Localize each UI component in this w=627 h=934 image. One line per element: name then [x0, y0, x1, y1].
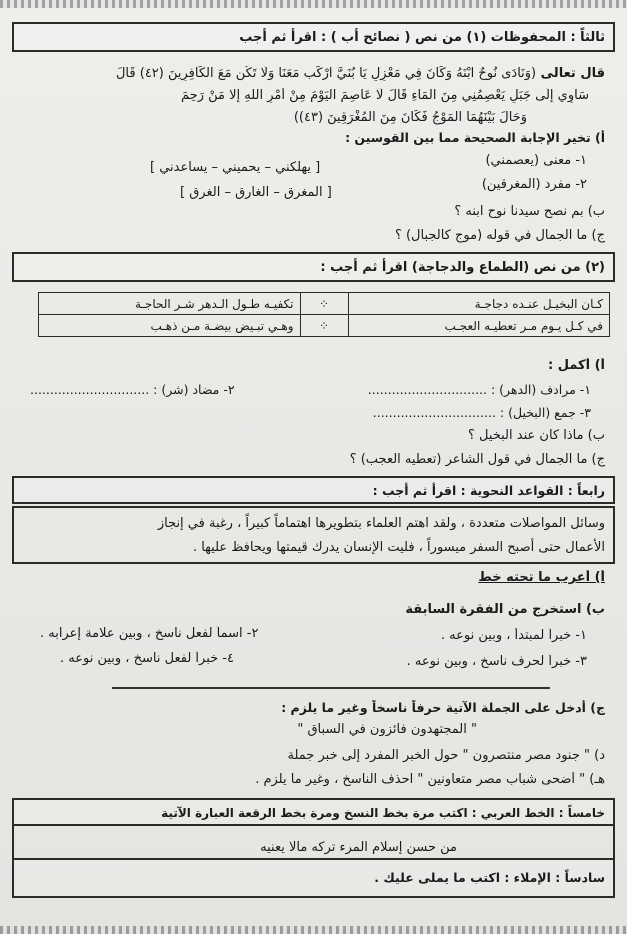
poem-row	[39, 293, 610, 315]
section4-q-e: هـ) " أضحى شباب مصر متعاونين " احذف الناسخ ، وغير ما يلزم .	[255, 772, 605, 787]
poem-right-half: كـان البخيـل عنـده دجاجـة	[348, 293, 609, 315]
poem-table	[38, 292, 610, 337]
passage-line-1: وسائل المواصلات متعددة ، ولقد اهتم العلماء بتطويرها اهتماماً كبيراً ، رغبة في إنجاز	[157, 516, 605, 531]
complete-item-2: ٢- مضاد (شر) : ..............................	[30, 382, 235, 397]
extract-item-3: ٣- خبراً لحرف ناسخ ، وبين نوعه .	[406, 654, 587, 669]
q-a-item-1-options: [ يهلكني – يحميني – يساعدني ]	[150, 160, 321, 175]
poem-separator: ⁘	[300, 293, 348, 315]
grammar-passage-box	[12, 506, 615, 564]
page-top-edge	[0, 0, 627, 8]
complete-item-3: ٣- جمع (البخيل) : ...............................	[372, 405, 591, 420]
section4-q-c: ج) أدخل على الجملة الآتية حرفاً ناسخاً وغير ما يلزم :	[281, 700, 605, 715]
section4-q-b: ب) استخرج من الفقرة السابقة	[405, 602, 605, 617]
page-bottom-edge	[0, 926, 627, 934]
q-a-item-2-label: ٢- مفرد (المغرقين)	[481, 177, 587, 192]
verse-line-1	[15, 66, 605, 81]
extract-item-1: ١- خبراً لمبتدأ ، وبين نوعه .	[440, 628, 587, 643]
poem-left-half: وهـي تبـيض بيضـة مـن ذهـب	[39, 315, 301, 337]
extract-item-4: ٤- خبراً لفعل ناسخ ، وبين نوعه .	[60, 651, 234, 666]
verse-text-1: (وَنَادَى نُوحٌ ابْنَهُ وَكَانَ فِي مَعْزِلٍ يَا بُنَيَّ ارْكَب مَعَنَا وَلَا تَكُن مَعَ الْكَافِرِينَ (٤٢) قَالَ	[115, 66, 537, 81]
section4-q-a: أ) أعرب ما تحته خط	[478, 570, 605, 585]
poem-table-wrap	[38, 292, 610, 337]
section3-part2-q-b: ب) ماذا كان عند البخيل ؟	[467, 428, 605, 443]
section4-header: رابعاً : القواعد النحوية : اقرأ ثم أجب :	[12, 476, 615, 504]
q-a-label: أ) تخير الإجابة الصحيحة مما بين القوسين :	[345, 130, 605, 145]
section3-q-c: ج) ما الجمال في قوله (موج كالجبال) ؟	[394, 228, 605, 243]
passage-line-2: الأعمال حتى أصبح السفر ميسوراً ، فليت الإنسان يدرك قيمتها ويحافظ عليها .	[192, 540, 605, 555]
section4-q-c-sentence: " المجتهدون فائزون في السباق "	[297, 722, 477, 737]
complete-item-1: ١- مرادف (الدهر) : ..............................	[367, 382, 591, 397]
calligraphy-phrase: من حسن إسلام المرء تركه مالا يعنيه	[260, 840, 457, 855]
section3-part2-header: (٢) من نص (الطماع والدجاجة) اقرأ ثم أجب :	[12, 252, 615, 282]
section4-q-d: د) " جنود مصر منتصرون " حول الخبر المفرد إلى خبر جملة	[287, 748, 605, 763]
q-a-item-2-options: [ المغرق – الغارق – الغرق ]	[180, 185, 332, 200]
section3-header: ثالثاً : المحفوظات (١) من نص ( نصائح أب ) : اقرأ ثم أجب	[12, 22, 615, 52]
section3-q-b: ب) بم نصح سيدنا نوح ابنه ؟	[454, 204, 605, 219]
section3-part2-q-c: ج) ما الجمال في قول الشاعر (تعطيه العجب) ؟	[349, 452, 605, 467]
poem-left-half: تكفيـه طـول الـدهر شـر الحاجـة	[39, 293, 301, 315]
q-a-item-1-label: ١- معنى (يعصمني)	[485, 153, 587, 168]
verse-line-2: سَآوِي إِلَى جَبَلٍ يَعْصِمُنِي مِنَ الْمَاءِ قَالَ لَا عَاصِمَ الْيَوْمَ مِنْ أَمْرِ اللهِ إِلَّا مَنْ رَحِمَ	[181, 88, 589, 103]
verse-line-3: وَحَالَ بَيْنَهُمَا الْمَوْجُ فَكَانَ مِنَ الْمُغْرَقِينَ (٤٣))	[293, 110, 527, 125]
extract-item-2: ٢- اسماً لفعل ناسخ ، وبين علامة إعرابه .	[40, 626, 259, 641]
complete-label: أ) أكمل :	[548, 358, 605, 373]
poem-right-half: في كـل يـوم مـر تعطيـه العجـب	[348, 315, 609, 337]
section6-header: سادساً : الإملاء : اكتب ما يملى عليك .	[12, 858, 615, 898]
section5-header: خامساً : الخط العربي : اكتب مرة بخط النسخ ومرة بخط الرقعة العبارة الآتية	[12, 798, 615, 826]
poem-separator: ⁘	[300, 315, 348, 337]
poem-row	[39, 315, 610, 337]
verse-intro: قال تعالى	[540, 66, 605, 81]
divider-line	[112, 687, 550, 689]
